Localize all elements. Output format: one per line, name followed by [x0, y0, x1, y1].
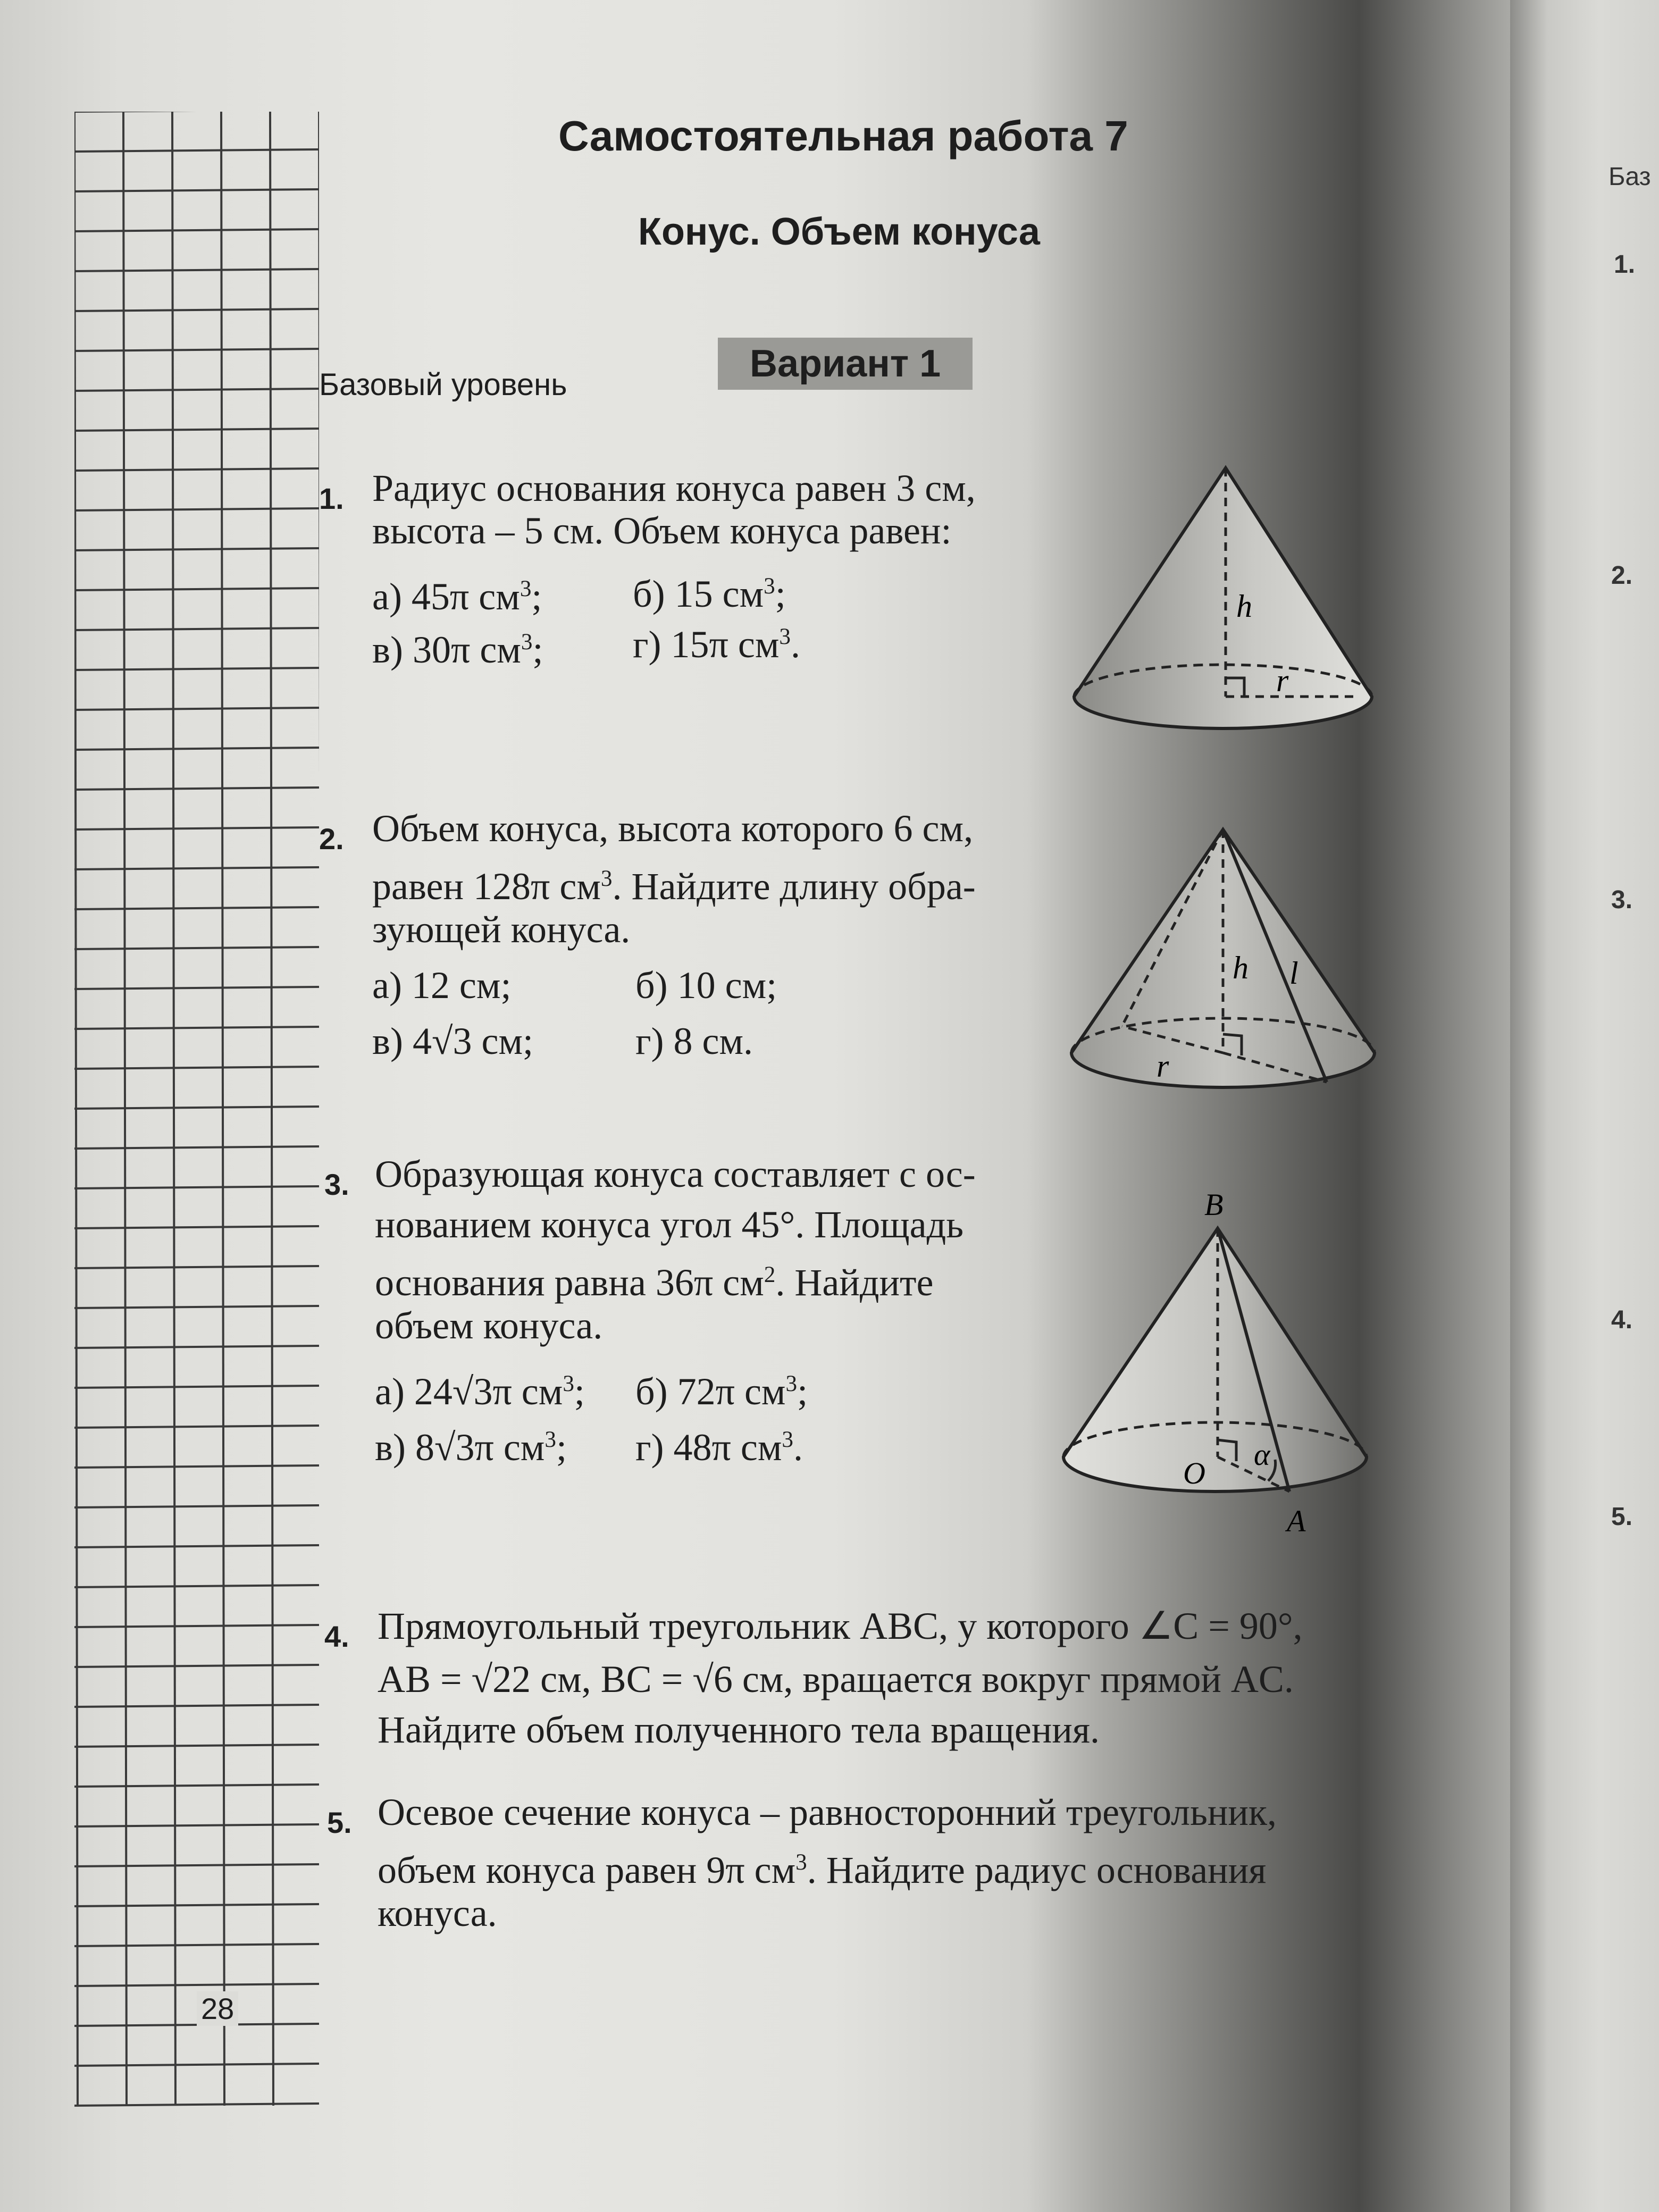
problem-number: 5. — [327, 1806, 352, 1839]
answer-option-c: в) 30π $см^3$; — [372, 629, 543, 671]
problem-1 — [319, 463, 1063, 675]
problem-text-line: равен 128π $см^3$. Найдите длину обра- — [372, 865, 976, 908]
answer-option-a: а) 45π $см^3$; — [372, 575, 542, 618]
answer-option-c: в) 4√3 см; — [372, 1020, 534, 1062]
problem-text-line: высота – 5 см. Объем конуса равен: — [372, 509, 952, 552]
cone-figure-1 — [1063, 457, 1382, 755]
cone-figure-3 — [1053, 1180, 1382, 1547]
problem-4 — [324, 1601, 1441, 1776]
problem-text-line: Осевое сечение конуса – равносторонний треугольник, — [378, 1791, 1277, 1833]
page-number: 28 — [197, 1991, 238, 2026]
answer-option-c: в) 8√3π $см^3$; — [375, 1426, 567, 1469]
problem-number: 1. — [319, 482, 344, 515]
page-title: Самостоятельная работа 7 — [558, 112, 1128, 160]
adjacent-page-edge — [1510, 0, 1659, 2212]
figure-label-r: r — [1276, 663, 1289, 698]
figure-label-h: h — [1233, 950, 1249, 985]
problem-text-line: основания равна 36π $см^2$. Найдите — [375, 1261, 934, 1304]
cone-figure-2 — [1063, 819, 1382, 1106]
adjacent-page-number: 2. — [1611, 562, 1633, 590]
problem-3 — [319, 1149, 1063, 1478]
problem-number: 3. — [324, 1168, 349, 1201]
problem-text-line: Радиус основания конуса равен 3 см, — [372, 467, 976, 509]
answer-option-b: б) 15 $см^3$; — [633, 573, 786, 615]
problem-2 — [319, 803, 1063, 1069]
difficulty-level: Базовый уровень — [319, 367, 567, 402]
problem-text-line: объем конуса. — [375, 1304, 603, 1347]
problem-text-line: зующей конуса. — [372, 908, 631, 951]
answer-option-b: б) 72π $см^3$; — [635, 1370, 808, 1413]
answer-option-a: а) 12 см; — [372, 964, 512, 1007]
grid-margin — [74, 112, 319, 2111]
figure-label-h: h — [1236, 589, 1252, 624]
answer-option-d: г) 48π $см^3$. — [635, 1426, 803, 1469]
figure-label-r: r — [1157, 1049, 1169, 1084]
figure-label-l: l — [1289, 956, 1298, 991]
figure-label-o: O — [1183, 1456, 1205, 1490]
problem-text-line: Прямоугольный треугольник ABC, у которого ∠C = 90°, — [378, 1605, 1303, 1647]
answer-option-d: г) 15π $см^3$. — [633, 623, 800, 666]
figure-label-b: B — [1204, 1187, 1224, 1222]
problem-text-line: Найдите объем полученного тела вращения. — [378, 1708, 1100, 1751]
problem-text-line: объем конуса равен 9π $см^3$. Найдите радиус основания — [378, 1849, 1267, 1891]
figure-label-a: A — [1287, 1504, 1306, 1538]
problem-text-line: Объем конуса, высота которого 6 см, — [372, 807, 974, 850]
adjacent-page-number: 5. — [1611, 1503, 1633, 1531]
adjacent-page-number: 4. — [1611, 1306, 1633, 1334]
problem-text-line: нованием конуса угол 45°. Площадь — [375, 1203, 964, 1246]
figure-label-alpha: α — [1254, 1437, 1270, 1472]
problem-text-line: конуса. — [378, 1892, 497, 1934]
adjacent-page-header: Баз — [1608, 163, 1651, 191]
variant-badge: Вариант 1 — [718, 338, 973, 390]
answer-option-b: б) 10 см; — [635, 964, 777, 1007]
adjacent-page-number: 1. — [1614, 250, 1636, 279]
problem-number: 2. — [319, 822, 344, 856]
problem-number: 4. — [324, 1620, 349, 1653]
adjacent-page-number: 3. — [1611, 886, 1633, 914]
problem-text-line: AB = √22 см, BC = √6 см, вращается вокруг прямой AC. — [378, 1658, 1294, 1700]
page-subtitle: Конус. Объем конуса — [638, 211, 1040, 253]
problem-text-line: Образующая конуса составляет с ос- — [375, 1153, 976, 1195]
answer-option-a: а) 24√3π $см^3$; — [375, 1370, 585, 1413]
answer-option-d: г) 8 см. — [635, 1020, 753, 1062]
problem-5 — [324, 1787, 1441, 1962]
